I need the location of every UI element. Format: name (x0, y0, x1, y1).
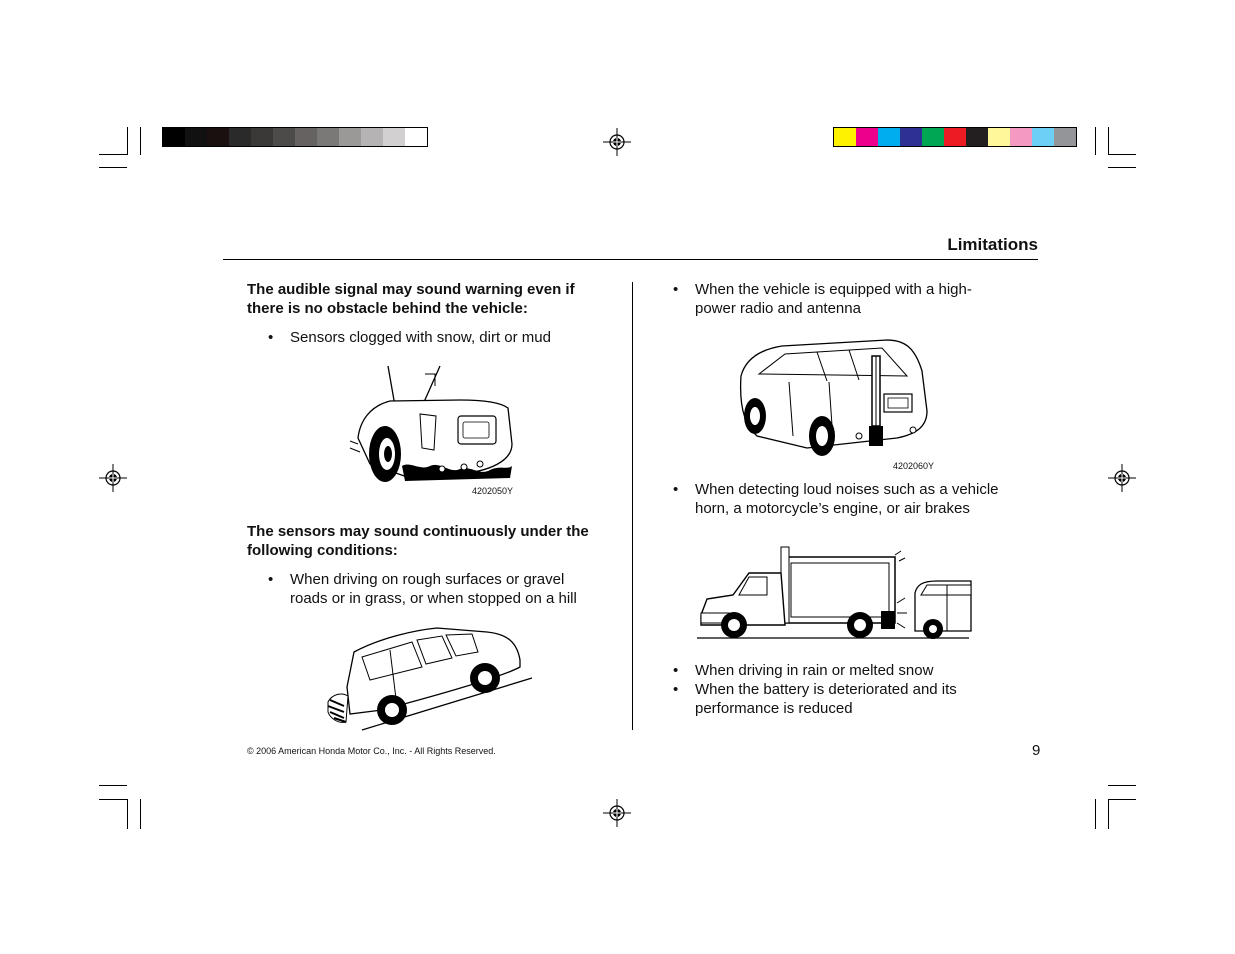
color-swatch (163, 128, 185, 146)
color-swatch (229, 128, 251, 146)
page-title: Limitations (947, 235, 1038, 254)
color-swatch (1054, 128, 1076, 146)
section-heading-continuous: The sensors may sound continuously under the following conditions: (247, 523, 589, 559)
color-swatch (1032, 128, 1054, 146)
color-swatch (383, 128, 405, 146)
list-item: • When the vehicle is equipped with a high-power radio and antenna (673, 281, 972, 317)
registration-mark-icon (99, 464, 127, 492)
color-swatch (900, 128, 922, 146)
color-swatch (185, 128, 207, 146)
color-swatch (273, 128, 295, 146)
color-swatch (834, 128, 856, 146)
page-number: 9 (1032, 742, 1041, 759)
color-swatch (361, 128, 383, 146)
column-divider (632, 282, 633, 730)
figure-car-on-hill (322, 622, 537, 730)
color-swatch (966, 128, 988, 146)
color-swatch (339, 128, 361, 146)
color-swatch (1010, 128, 1032, 146)
list-item: • Sensors clogged with snow, dirt or mud (268, 329, 551, 346)
registration-mark-icon (603, 128, 631, 156)
figure-code: 4202050Y (472, 486, 514, 496)
figure-sensors-clogged (350, 366, 520, 486)
figure-code: 4202060Y (893, 461, 935, 471)
figure-suv-antenna (737, 336, 932, 458)
header-rule (223, 259, 1038, 260)
grayscale-calibration-bar (162, 127, 428, 147)
registration-mark-icon (1108, 464, 1136, 492)
list-item: • When detecting loud noises such as a vehicle horn, a motorcycle’s engine, or air brakes (673, 481, 999, 517)
color-swatch (988, 128, 1010, 146)
list-item: • When driving on rough surfaces or gravel roads or in grass, or when stopped on a hill (268, 571, 577, 607)
color-swatch (922, 128, 944, 146)
copyright-notice: © 2006 American Honda Motor Co., Inc. - All Rights Reserved. (247, 746, 496, 756)
list-item: • When driving in rain or melted snow (673, 662, 934, 679)
color-swatch (251, 128, 273, 146)
color-swatch (207, 128, 229, 146)
color-calibration-bar (833, 127, 1077, 147)
registration-mark-icon (603, 799, 631, 827)
color-swatch (295, 128, 317, 146)
color-swatch (944, 128, 966, 146)
list-item: • When the battery is deteriorated and its performance is reduced (673, 681, 957, 717)
section-heading-false-warning: The audible signal may sound warning even if there is no obstacle behind the vehicle: (247, 281, 575, 317)
figure-truck-noise (697, 543, 971, 641)
color-swatch (856, 128, 878, 146)
color-swatch (878, 128, 900, 146)
color-swatch (405, 128, 427, 146)
color-swatch (317, 128, 339, 146)
